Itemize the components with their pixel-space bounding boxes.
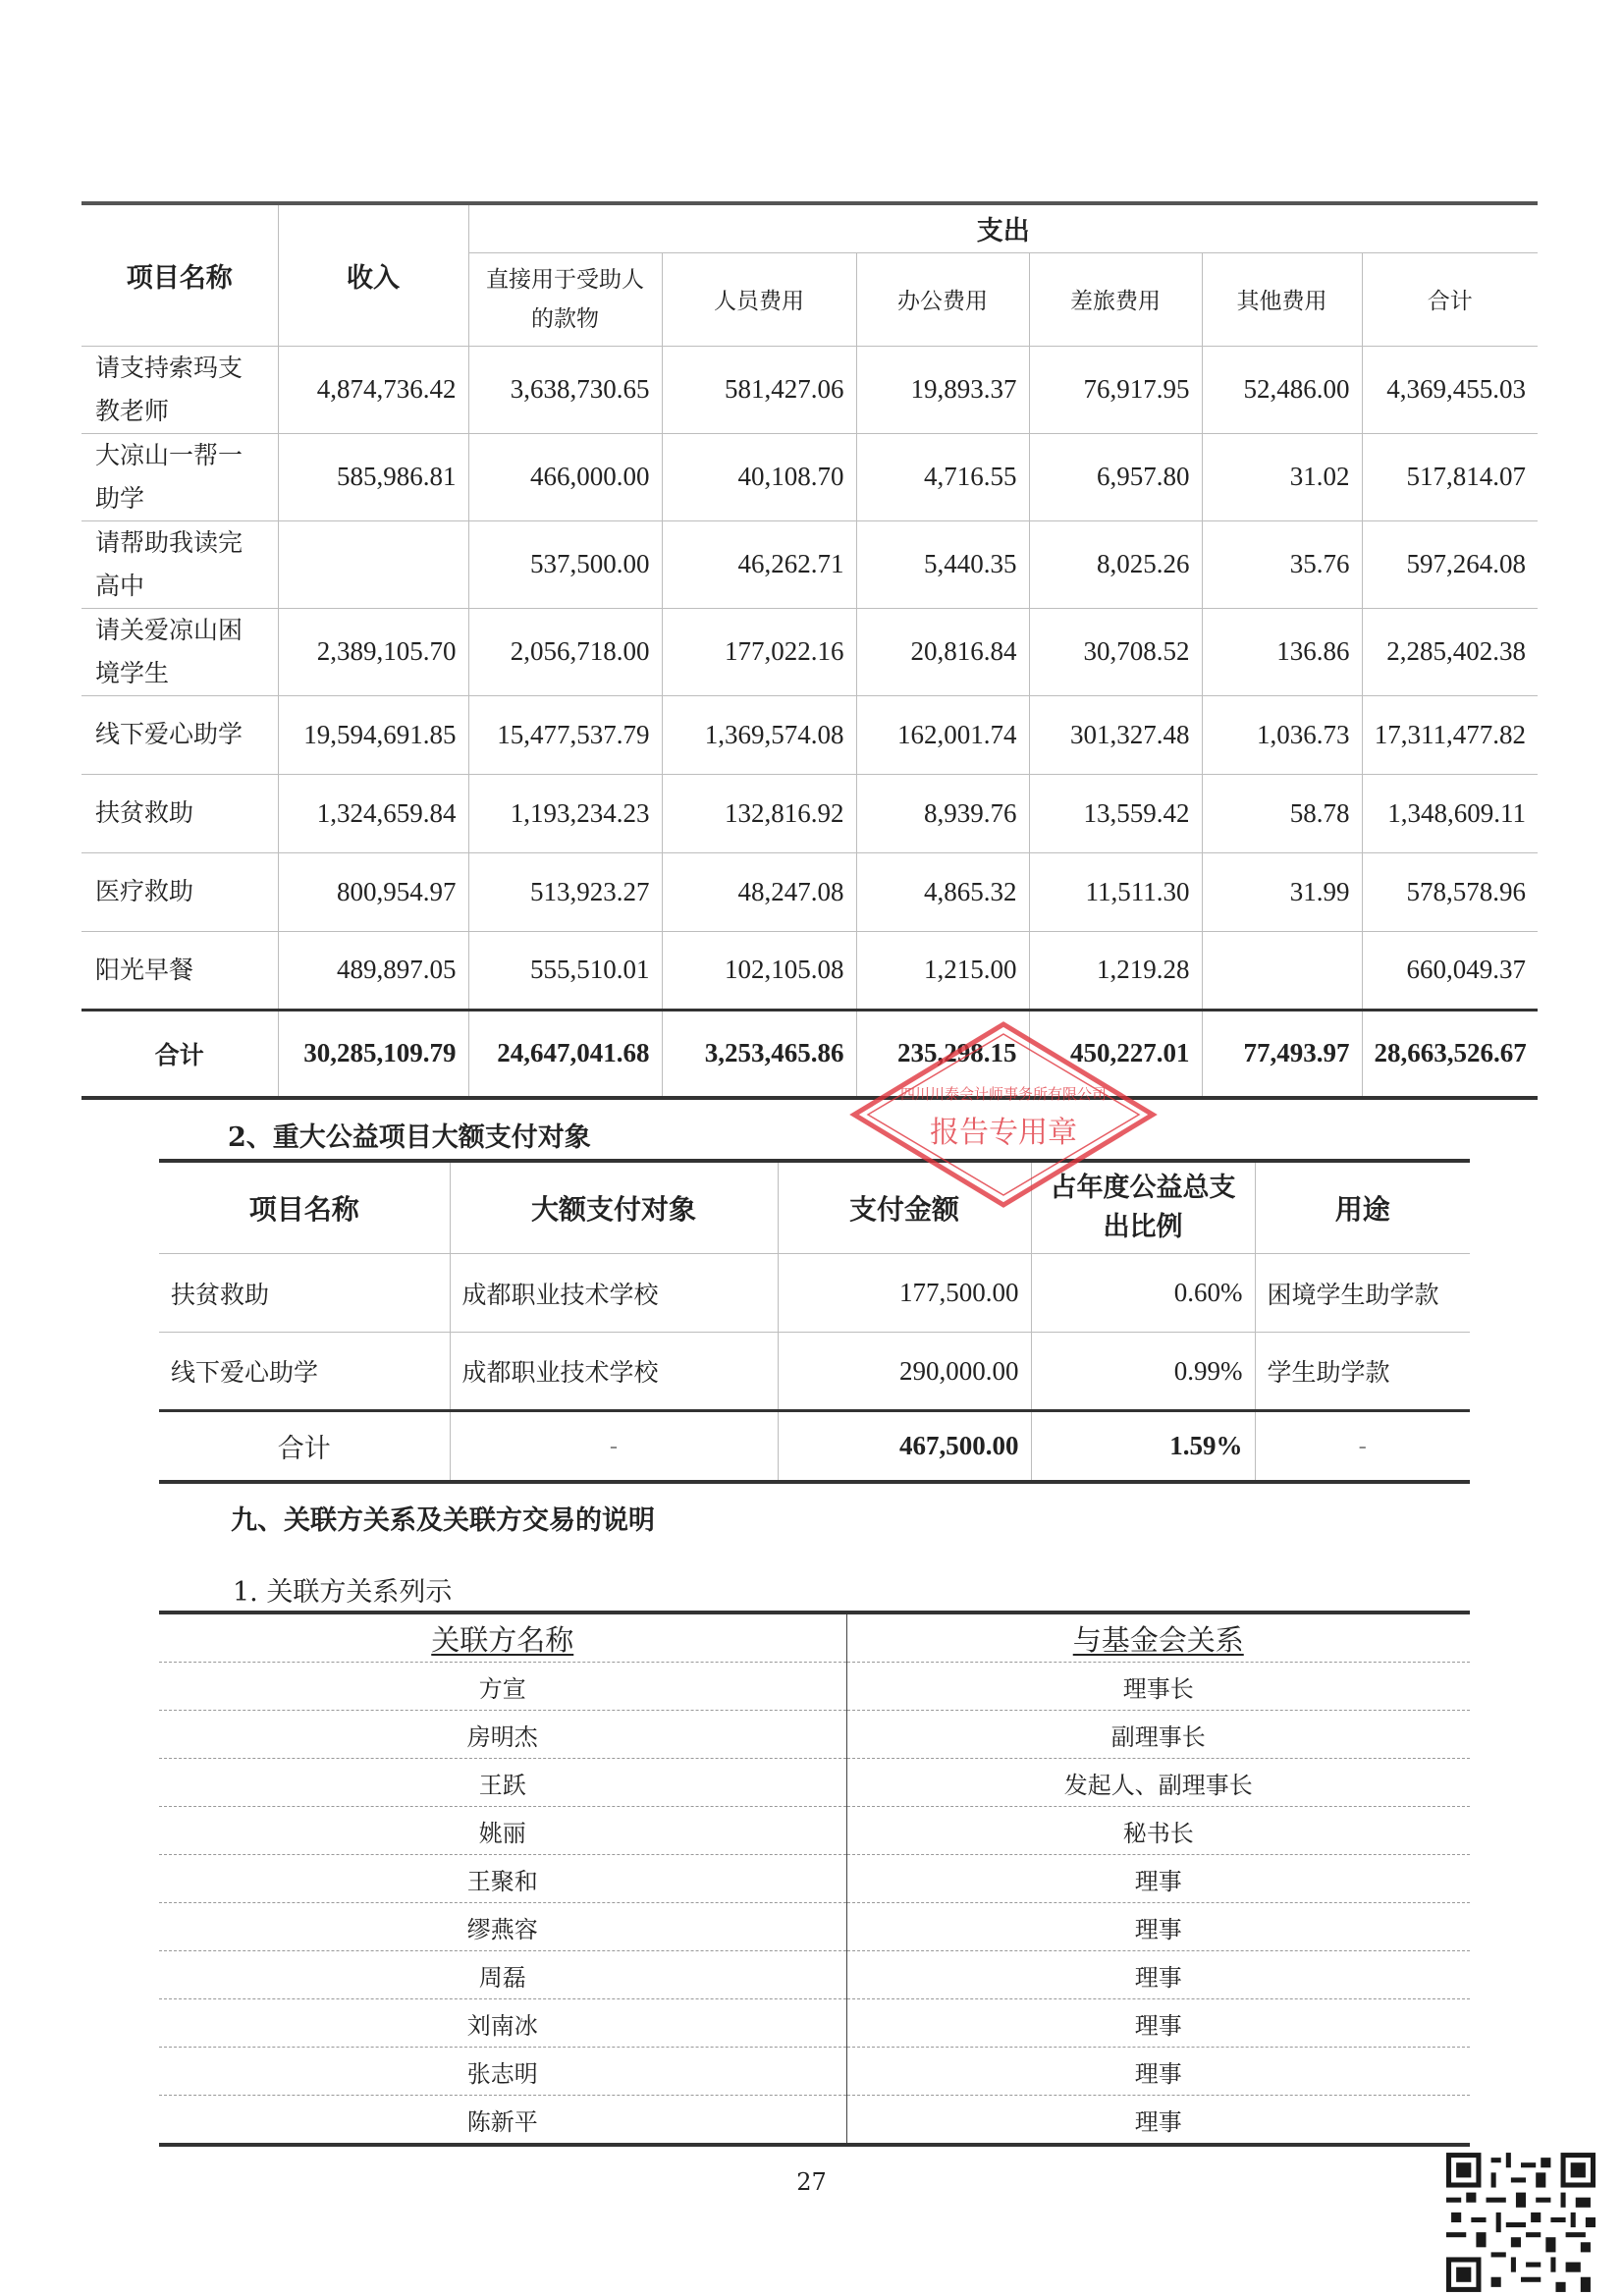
- personnel-cell: 581,427.06: [662, 346, 856, 433]
- income-total: 30,285,109.79: [278, 1010, 468, 1098]
- section9-subtitle: 1. 关联方关系列示: [233, 1577, 453, 1608]
- personnel-cell: 48,247.08: [662, 852, 856, 931]
- direct-cell: 15,477,537.79: [468, 695, 662, 774]
- table-row: [159, 2048, 1470, 2096]
- party-relation: 理事长: [846, 1663, 1470, 1711]
- personnel-cell: 132,816.92: [662, 774, 856, 852]
- payee-total: -: [450, 1411, 778, 1482]
- total-row: [159, 1411, 1470, 1482]
- stamp-border: [854, 1024, 1153, 1205]
- table-row: [159, 1807, 1470, 1855]
- income-cell: 2,389,105.70: [278, 608, 468, 695]
- col-header-travel: 差旅费用: [1029, 252, 1202, 346]
- col-header-party: 关联方名称: [159, 1613, 846, 1663]
- office-cell: 20,816.84: [856, 608, 1029, 695]
- direct-cell: 1,193,234.23: [468, 774, 662, 852]
- party-name: 张志明: [159, 2048, 846, 2096]
- ratio: 0.60%: [1031, 1254, 1255, 1333]
- project-name: 线下爱心助学: [81, 695, 278, 774]
- table-row: [159, 1855, 1470, 1903]
- grand-total: 28,663,526.67: [1362, 1010, 1538, 1098]
- other-cell: 58.78: [1202, 774, 1362, 852]
- party-name: 方宣: [159, 1663, 846, 1711]
- table-row: [159, 1711, 1470, 1759]
- total-cell: 660,049.37: [1362, 931, 1538, 1010]
- purpose: 困境学生助学款: [1255, 1254, 1470, 1333]
- large-payment-table: [159, 1159, 1470, 1484]
- table-row: [81, 695, 1538, 774]
- table-row: [159, 1254, 1470, 1333]
- party-name: 陈新平: [159, 2096, 846, 2146]
- travel-cell: 76,917.95: [1029, 346, 1202, 433]
- col-header-purpose: 用途: [1255, 1161, 1470, 1254]
- table-row: [159, 1999, 1470, 2048]
- table-row: [81, 608, 1538, 695]
- personnel-cell: 40,108.70: [662, 433, 856, 520]
- travel-cell: 6,957.80: [1029, 433, 1202, 520]
- stamp-org: 四川川泰会计师事务所有限公司: [899, 1085, 1108, 1103]
- party-name: 缪燕容: [159, 1903, 846, 1951]
- table-row: [81, 433, 1538, 520]
- personnel-cell: 1,369,574.08: [662, 695, 856, 774]
- stamp-inner-border: [868, 1034, 1139, 1195]
- personnel-total: 3,253,465.86: [662, 1010, 856, 1098]
- col-header-direct: 直接用于受助人的款物: [468, 252, 662, 346]
- project-name: 请支持索玛支教老师: [81, 346, 278, 433]
- total-row: [81, 1010, 1538, 1098]
- table-row: [159, 1663, 1470, 1711]
- qr-code-icon: [1446, 2153, 1596, 2292]
- table-row: [81, 520, 1538, 608]
- income-cell: [278, 520, 468, 608]
- project-name: 扶贫救助: [81, 774, 278, 852]
- col-header-project: 项目名称: [159, 1161, 450, 1254]
- ratio: 0.99%: [1031, 1333, 1255, 1411]
- party-name: 王跃: [159, 1759, 846, 1807]
- office-cell: 4,865.32: [856, 852, 1029, 931]
- party-relation: 理事: [846, 1951, 1470, 1999]
- total-cell: 1,348,609.11: [1362, 774, 1538, 852]
- other-cell: 52,486.00: [1202, 346, 1362, 433]
- table-row: [159, 1759, 1470, 1807]
- party-name: 房明杰: [159, 1711, 846, 1759]
- project-name: 线下爱心助学: [159, 1333, 450, 1411]
- income-cell: 1,324,659.84: [278, 774, 468, 852]
- table-row: [81, 346, 1538, 433]
- office-cell: 19,893.37: [856, 346, 1029, 433]
- other-cell: 31.99: [1202, 852, 1362, 931]
- payee: 成都职业技术学校: [450, 1254, 778, 1333]
- purpose: 学生助学款: [1255, 1333, 1470, 1411]
- party-name: 周磊: [159, 1951, 846, 1999]
- personnel-cell: 177,022.16: [662, 608, 856, 695]
- col-header-total: 合计: [1362, 252, 1538, 346]
- amount: 290,000.00: [778, 1333, 1031, 1411]
- table-row: [81, 774, 1538, 852]
- col-header-other: 其他费用: [1202, 252, 1362, 346]
- col-header-amount: 支付金额: [778, 1161, 1031, 1254]
- party-relation: 秘书长: [846, 1807, 1470, 1855]
- travel-cell: 11,511.30: [1029, 852, 1202, 931]
- project-name: 扶贫救助: [159, 1254, 450, 1333]
- table-row: [81, 931, 1538, 1010]
- party-relation: 副理事长: [846, 1711, 1470, 1759]
- other-cell: [1202, 931, 1362, 1010]
- purpose-total: -: [1255, 1411, 1470, 1482]
- total-cell: 17,311,477.82: [1362, 695, 1538, 774]
- col-header-payee: 大额支付对象: [450, 1161, 778, 1254]
- direct-cell: 513,923.27: [468, 852, 662, 931]
- project-name: 请帮助我读完高中: [81, 520, 278, 608]
- amount: 177,500.00: [778, 1254, 1031, 1333]
- travel-cell: 13,559.42: [1029, 774, 1202, 852]
- travel-total: 450,227.01: [1029, 1010, 1202, 1098]
- direct-cell: 555,510.01: [468, 931, 662, 1010]
- total-cell: 597,264.08: [1362, 520, 1538, 608]
- party-relation: 理事: [846, 2048, 1470, 2096]
- personnel-cell: 102,105.08: [662, 931, 856, 1010]
- section9-title: 九、关联方关系及关联方交易的说明: [231, 1505, 655, 1536]
- table-row: [81, 852, 1538, 931]
- total-cell: 517,814.07: [1362, 433, 1538, 520]
- office-total: 235,298.15: [856, 1010, 1029, 1098]
- expense-table: [81, 201, 1538, 1100]
- total-cell: 578,578.96: [1362, 852, 1538, 931]
- party-relation: 理事: [846, 1903, 1470, 1951]
- report-stamp: [846, 1016, 1161, 1213]
- col-header-income: 收入: [278, 203, 468, 346]
- project-name: 阳光早餐: [81, 931, 278, 1010]
- income-cell: 800,954.97: [278, 852, 468, 931]
- col-header-expense: 支出: [468, 203, 1538, 252]
- col-header-ratio: 占年度公益总支出比例: [1031, 1161, 1255, 1254]
- table-row: [159, 1903, 1470, 1951]
- travel-cell: 8,025.26: [1029, 520, 1202, 608]
- direct-total: 24,647,041.68: [468, 1010, 662, 1098]
- office-cell: 5,440.35: [856, 520, 1029, 608]
- travel-cell: 1,219.28: [1029, 931, 1202, 1010]
- table-header-row: [159, 1161, 1470, 1254]
- project-name: 请关爱凉山困境学生: [81, 608, 278, 695]
- table-row: [159, 1951, 1470, 1999]
- other-total: 77,493.97: [1202, 1010, 1362, 1098]
- party-relation: 理事: [846, 1855, 1470, 1903]
- party-relation: 发起人、副理事长: [846, 1759, 1470, 1807]
- related-party-table: [159, 1611, 1470, 2147]
- section2-title: 2、重大公益项目大额支付对象: [228, 1122, 591, 1153]
- ratio-total: 1.59%: [1031, 1411, 1255, 1482]
- other-cell: 136.86: [1202, 608, 1362, 695]
- office-cell: 162,001.74: [856, 695, 1029, 774]
- table-header-row: [159, 1613, 1470, 1663]
- personnel-cell: 46,262.71: [662, 520, 856, 608]
- project-name: 医疗救助: [81, 852, 278, 931]
- table-row: [159, 1333, 1470, 1411]
- other-cell: 31.02: [1202, 433, 1362, 520]
- party-name: 刘南冰: [159, 1999, 846, 2048]
- total-label: 合计: [81, 1010, 278, 1098]
- income-cell: 489,897.05: [278, 931, 468, 1010]
- table-row: [159, 2096, 1470, 2146]
- table-header-row: [81, 203, 1538, 252]
- direct-cell: 537,500.00: [468, 520, 662, 608]
- col-header-office: 办公费用: [856, 252, 1029, 346]
- page-number: 27: [796, 2168, 827, 2196]
- direct-cell: 3,638,730.65: [468, 346, 662, 433]
- party-name: 王聚和: [159, 1855, 846, 1903]
- income-cell: 585,986.81: [278, 433, 468, 520]
- payee: 成都职业技术学校: [450, 1333, 778, 1411]
- amount-total: 467,500.00: [778, 1411, 1031, 1482]
- other-cell: 35.76: [1202, 520, 1362, 608]
- total-label: 合计: [159, 1411, 450, 1482]
- other-cell: 1,036.73: [1202, 695, 1362, 774]
- office-cell: 8,939.76: [856, 774, 1029, 852]
- project-name: 大凉山一帮一助学: [81, 433, 278, 520]
- party-relation: 理事: [846, 1999, 1470, 2048]
- total-cell: 4,369,455.03: [1362, 346, 1538, 433]
- party-relation: 理事: [846, 2096, 1470, 2146]
- col-header-relation: 与基金会关系: [846, 1613, 1470, 1663]
- direct-cell: 2,056,718.00: [468, 608, 662, 695]
- income-cell: 4,874,736.42: [278, 346, 468, 433]
- office-cell: 1,215.00: [856, 931, 1029, 1010]
- total-cell: 2,285,402.38: [1362, 608, 1538, 695]
- col-header-name: 项目名称: [81, 203, 278, 346]
- direct-cell: 466,000.00: [468, 433, 662, 520]
- income-cell: 19,594,691.85: [278, 695, 468, 774]
- travel-cell: 30,708.52: [1029, 608, 1202, 695]
- col-header-personnel: 人员费用: [662, 252, 856, 346]
- stamp-label: 报告专用章: [930, 1116, 1077, 1150]
- travel-cell: 301,327.48: [1029, 695, 1202, 774]
- party-name: 姚丽: [159, 1807, 846, 1855]
- office-cell: 4,716.55: [856, 433, 1029, 520]
